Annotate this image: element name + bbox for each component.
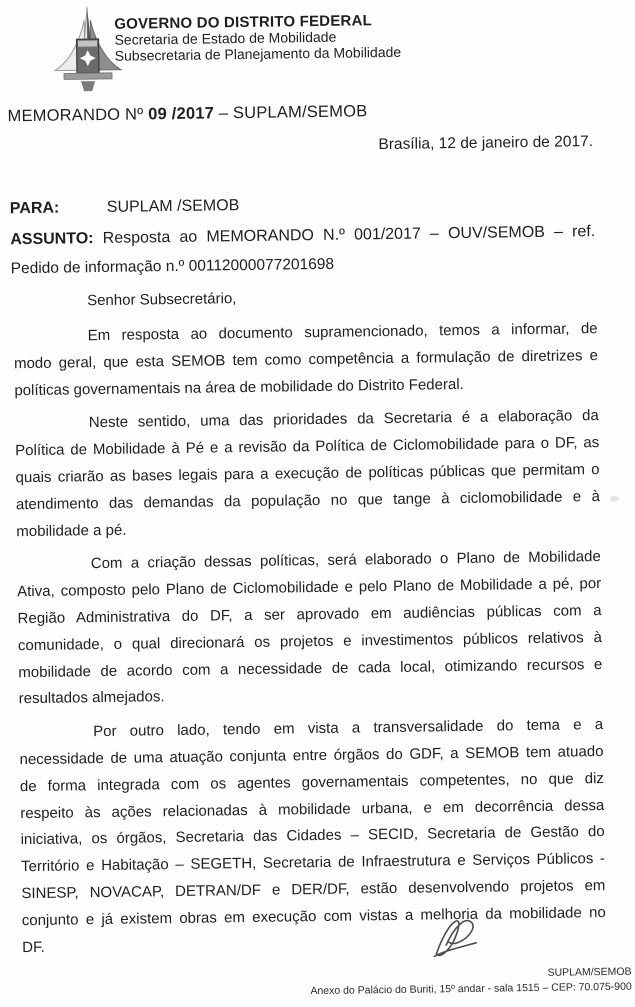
paragraph-line: Por outro lado, tendo em vista a transversalidade do tema e a — [93, 716, 604, 741]
footer-unit: SUPLAM/SEMOB — [547, 965, 632, 979]
body-paragraph — [13, 316, 598, 405]
date-line: Brasília, 12 de janeiro de 2017. — [378, 133, 594, 154]
paragraph-line: modo geral, que esta SEMOB tem como competência a formulação de diretrizes e — [13, 346, 599, 373]
org-name: GOVERNO DO DISTRITO FEDERAL — [114, 12, 373, 33]
footer-address: Anexo do Palácio do Buriti, 15º andar - sala 1515 – CEP: 70.075-900 — [310, 980, 632, 998]
paragraph-line: resultados almejados. — [18, 688, 165, 708]
subject-line-1 — [10, 223, 595, 249]
paragraph-line: iniciativa, os órgãos, Secretaria das Cidades – SECID, Secretaria de Gestão do — [20, 823, 605, 849]
paragraph-line: Com a criação dessas políticas, será elaborado o Plano de Mobilidade — [90, 548, 601, 573]
memo-number: 09 /2017 — [148, 104, 215, 124]
memo-title-suffix: – SUPLAM/SEMOB — [213, 102, 368, 123]
paragraph-line: Região Administrativa do DF, a ser aprovado em audiências públicas com a — [17, 602, 602, 628]
subject-line-2: Pedido de informação n.º 00112000077201698 — [10, 255, 335, 278]
body-paragraph — [19, 712, 606, 961]
letterhead — [0, 0, 629, 104]
salutation: Senhor Subsecretário, — [87, 290, 237, 310]
paragraph-line: de forma integrada com os agentes governamentais competentes, no que diz — [19, 769, 604, 795]
paragraph-line: Política de Mobilidade à Pé e a revisão da Política de Ciclomobilidade para o DF, as — [15, 434, 600, 460]
paragraph-line: necessidade de uma atuação conjunta entre órgãos do GDF, a SEMOB tem atuado — [19, 742, 604, 769]
paragraph-line: mobilidade de acordo com a necessidade de cada local, otimizando recursos e — [18, 655, 603, 681]
paragraph-line: DF. — [22, 938, 45, 956]
paragraph-line: Neste sentido, uma das prioridades da Secretaria é a elaboração da — [88, 407, 599, 432]
paragraph-line: Ativa, composto pelo Plano de Ciclomobilidade e pelo Plano de Mobilidade a pé, por — [17, 575, 602, 601]
paragraph-line: políticas governamentais na área de mobilidade do Distrito Federal. — [14, 375, 464, 399]
paragraph-line: Em resposta ao documento supramencionado, temos a informar, de — [87, 320, 598, 345]
subject-text: Resposta ao MEMORANDO N.º 001/2017 – OUV/SEMOB – ref. — [102, 223, 596, 247]
paragraph-line: mobilidade a pé. — [16, 521, 127, 540]
signature-initials — [430, 914, 487, 965]
org-subsecretaria: Subsecretaria de Planejamento da Mobilidade — [114, 43, 402, 64]
scan-artifact — [610, 496, 619, 502]
body-paragraphs — [13, 316, 606, 968]
to-value: SUPLAM /SEMOB — [106, 197, 240, 216]
paragraph-line: Território e Habitação – SEGETH, Secretaria de Infraestrutura e Serviços Públicos - — [20, 850, 606, 876]
to-label: PARA: — [9, 199, 60, 218]
letterhead-text — [114, 13, 401, 64]
paragraph-line: comunidade, o qual direcionará os projetos e investimentos públicos relativos à — [17, 628, 603, 654]
memo-title — [7, 102, 367, 126]
body-paragraph — [15, 403, 601, 545]
paragraph-line: atendimento das demandas da população no que tange à ciclomobilidade e à — [15, 487, 601, 513]
paragraph-line: quais criarão as bases legais para a execução de políticas públicas que permitam o — [15, 461, 600, 487]
memo-title-prefix: MEMORANDO Nº — [7, 105, 149, 126]
to-row — [10, 197, 240, 218]
body-paragraph — [17, 544, 603, 713]
paragraph-line: respeito às ações relacionadas à mobilidade urbana, e em decorrência dessa — [20, 796, 605, 822]
paragraph-line: conjunto e já existem obras em execução com vistas a melhoria da mobilidade no — [21, 903, 606, 929]
org-secretaria: Secretaria de Estado de Mobilidade — [114, 28, 337, 48]
subject-label: ASSUNTO: — [10, 230, 94, 249]
paragraph-line: SINESP, NOVACAP, DETRAN/DF e DER/DF, estão desenvolvendo projetos em — [21, 876, 606, 903]
footer — [310, 965, 632, 999]
